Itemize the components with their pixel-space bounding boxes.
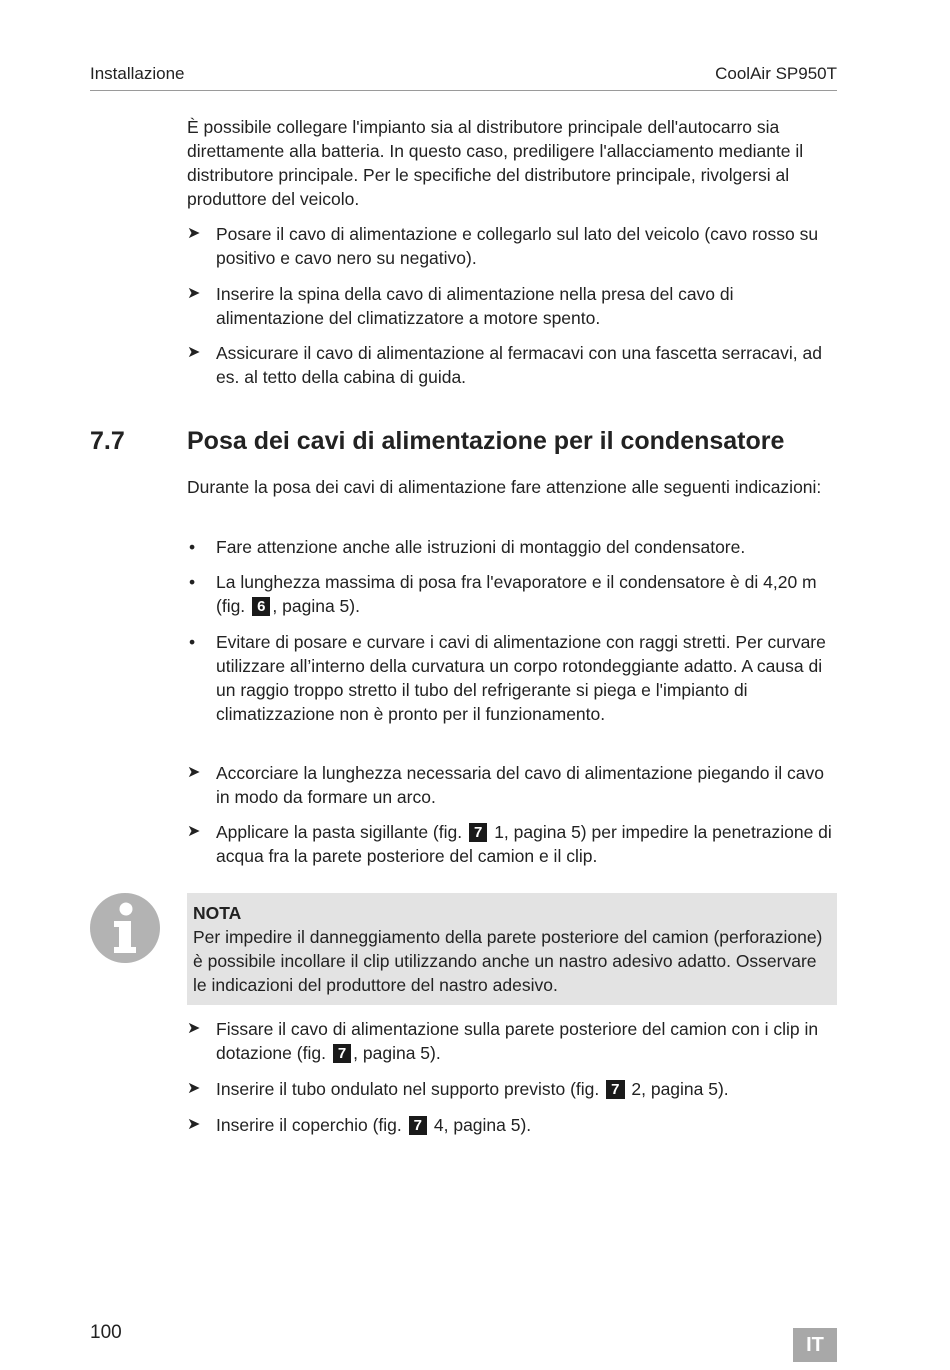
bullet-item: • La lunghezza massima di posa fra l'evaporatore e il condensatore è di 4,20 m (fig. 6 , pagina 5).	[189, 572, 817, 616]
arrow-right-icon: ➤	[187, 1020, 201, 1037]
arrow-right-icon: ➤	[187, 764, 201, 781]
arrow-right-icon: ➤	[187, 1080, 201, 1097]
info-icon	[90, 893, 160, 963]
header-product: CoolAir SP950T	[715, 64, 837, 83]
arrow-right-icon: ➤	[187, 225, 201, 242]
header-section: Installazione	[90, 64, 185, 83]
intro-paragraph: È possibile collegare l'impianto sia al distributore principale dell'autocarro sia direttamente alla batteria. In questo caso, prediligere l'allacciamento mediante il distributore principale. Per le specifiche del distributore principale, rivolgersi al produttore del veicolo.	[187, 117, 804, 209]
figure-ref: 7	[469, 823, 487, 842]
step-item: ➤ Posare il cavo di alimentazione e collegarlo sul lato del veicolo (cavo rosso su positivo e cavo nero su negativo).	[187, 224, 819, 268]
arrow-right-icon: ➤	[187, 344, 201, 361]
arrow-right-icon: ➤	[187, 1116, 201, 1133]
step-item: ➤ Inserire il tubo ondulato nel supporto previsto (fig. 7 2, pagina 5).	[187, 1079, 729, 1099]
figure-ref: 7	[333, 1044, 351, 1063]
step-item: ➤ Fissare il cavo di alimentazione sulla parete posteriore del camion con i clip in dotazione (fig. 7 , pagina 5).	[187, 1019, 819, 1063]
bullet-item: • Evitare di posare e curvare i cavi di alimentazione con raggi stretti. Per curvare utilizzare all’interno della curvatura un corpo rotondeggiante adatto. A causa di un raggio troppo stretto il tubo del refrigerante si piega e l'impianto di climatizzazione non è pronto per il funzionamento.	[189, 632, 826, 724]
page-header	[90, 64, 837, 91]
step-item: ➤ Accorciare la lunghezza necessaria del cavo di alimentazione piegando il cavo in modo da formare un arco.	[187, 763, 824, 807]
section-intro: Durante la posa dei cavi di alimentazione fare attenzione alle seguenti indicazioni:	[187, 477, 822, 497]
figure-ref: 6	[252, 597, 270, 616]
language-badge: IT	[793, 1328, 837, 1362]
step-item: ➤ Inserire il coperchio (fig. 7 4, pagina 5).	[187, 1115, 532, 1135]
step-item: ➤ Inserire la spina della cavo di alimentazione nella presa del cavo di alimentazione del climatizzatore a motore spento.	[187, 284, 734, 328]
step-item: ➤ Applicare la pasta sigillante (fig. 7 1, pagina 5) per impedire la penetrazione di acqua fra la parete posteriore del camion e il clip.	[187, 822, 832, 866]
note-body: Per impedire il danneggiamento della parete posteriore del camion (perforazione) è possibile incollare il clip utilizzando anche un nastro adesivo adatto. Osservare le indicazioni del produttore del nastro adesivo.	[193, 927, 823, 995]
section-number: 7.7	[90, 427, 125, 455]
section-title: Posa dei cavi di alimentazione per il condensatore	[187, 427, 785, 455]
bullet-icon: •	[189, 537, 196, 557]
arrow-right-icon: ➤	[187, 823, 201, 840]
page-number: 100	[90, 1322, 122, 1343]
arrow-right-icon: ➤	[187, 285, 201, 302]
figure-ref: 7	[606, 1080, 624, 1099]
step-item: ➤ Assicurare il cavo di alimentazione al fermacavi con una fascetta serracavi, ad es. al tetto della cabina di guida.	[187, 343, 822, 387]
figure-ref: 7	[409, 1116, 427, 1135]
bullet-icon: •	[189, 632, 196, 652]
bullet-item: • Fare attenzione anche alle istruzioni di montaggio del condensatore.	[189, 537, 746, 557]
bullet-icon: •	[189, 572, 196, 592]
note-title: NOTA	[193, 903, 242, 923]
note-box	[187, 893, 837, 1005]
